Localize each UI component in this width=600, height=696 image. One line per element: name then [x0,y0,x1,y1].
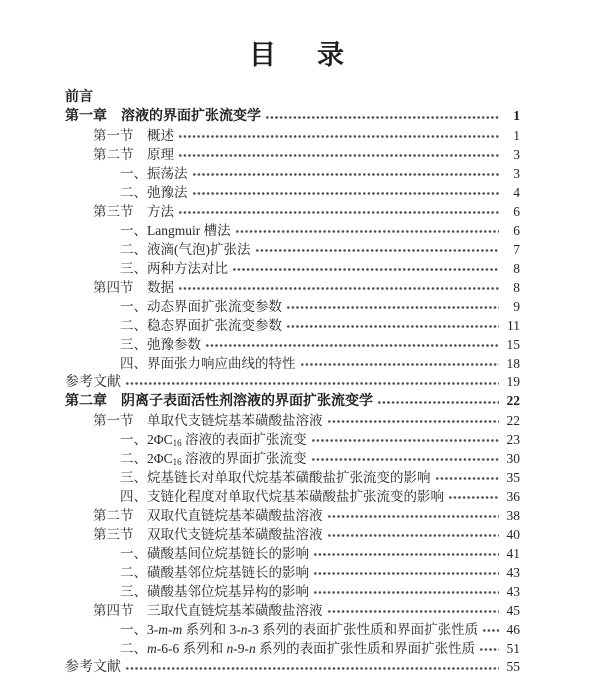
toc-entry [65,257,520,276]
dot-leader [178,130,499,143]
toc-entry [65,124,520,143]
toc-page-number: 41 [506,546,520,561]
dot-leader [192,168,500,181]
toc-entry-label: 参考文献 [65,660,121,675]
toc-entry [65,618,520,637]
dot-leader [327,415,500,428]
toc-entry-label: 一、磺酸基间位烷基链长的影响 [120,546,309,561]
toc-entry-label: 三、烷基链长对单取代烷基苯磺酸盐扩张流变的影响 [120,470,431,485]
toc-entry-label: 第二章 阴离子表面活性剂溶液的界面扩张流变学 [65,394,373,409]
toc-entry [65,504,520,523]
toc-entry-label: 第二节 原理 [93,147,174,162]
dot-leader [448,491,499,504]
toc-page-number: 43 [506,565,520,580]
dot-leader [232,263,499,276]
toc-entry [65,485,520,504]
dot-leader [300,358,500,371]
toc-entry [65,561,520,580]
toc-entry [65,276,520,295]
toc-entry [65,105,520,124]
toc-entry-label: 第一章 溶液的界面扩张流变学 [65,109,261,124]
toc-page-number: 30 [506,451,520,466]
toc-page-number: 6 [513,223,520,238]
toc-entry-label: 二、磺酸基邻位烷基链长的影响 [120,565,309,580]
toc-entry-label: 三、弛豫参数 [120,337,201,352]
toc-entry [65,219,520,238]
toc-page-number: 43 [506,584,520,599]
toc-page-number: 8 [513,261,520,276]
toc-page-number: 18 [506,356,520,371]
dot-leader [178,206,499,219]
toc-page-number: 45 [506,603,520,618]
toc-entry-label: 二、液滴(气泡)扩张法 [120,242,251,257]
toc-entry [65,599,520,618]
toc-page-number: 22 [506,413,520,428]
dot-leader [377,396,499,409]
toc-entry-label: 一、振荡法 [120,166,188,181]
toc-entry-label: 一、$2\Phi C_{16}$ 溶液的表面扩张流变 [120,432,307,448]
toc-page-number: 6 [513,204,520,219]
toc-entry [65,428,520,447]
dot-leader [286,301,499,314]
dot-leader [327,605,500,618]
dot-leader [178,282,499,295]
toc-entry [65,181,520,200]
toc-entry [65,143,520,162]
dot-leader [125,377,499,390]
toc-entry [65,162,520,181]
toc-entry-label: 二、稳态界面扩张流变参数 [120,318,282,333]
toc-entry-label: 第二节 双取代直链烷基苯磺酸盐溶液 [93,508,323,523]
toc-entry [65,580,520,599]
dot-leader [313,567,499,580]
toc-page-number: 35 [506,470,520,485]
toc-entry-label: 一、3-m-m 系列和 3-n-3 系列的表面扩张性质和界面扩张性质 [120,622,479,637]
toc-page-number: 4 [513,185,520,200]
toc-entry [65,200,520,219]
dot-leader [235,225,499,238]
toc-entry [65,542,520,561]
toc-page-number: 3 [513,166,520,181]
toc-entry [65,333,520,352]
dot-leader [311,434,500,447]
toc-page-number: 1 [513,128,520,143]
toc-entry-label: 三、磺酸基邻位烷基异构的影响 [120,584,309,599]
toc-page-number: 51 [506,641,520,656]
dot-leader [265,111,499,124]
toc-entry-label: 前言 [65,90,93,105]
page-title: 目 录 [249,40,351,70]
toc-page-number: 46 [506,622,520,637]
toc-entry-label: 第三节 双取代支链烷基苯磺酸盐溶液 [93,527,323,542]
toc-list [65,86,520,675]
toc-entry-label: 四、界面张力响应曲线的特性 [120,356,296,371]
dot-leader [125,662,499,675]
toc-page-number: 36 [506,489,520,504]
toc-entry [65,238,520,257]
dot-leader [178,149,499,162]
dot-leader [479,643,499,656]
toc-page-number: 9 [513,299,520,314]
toc-entry [65,390,520,409]
dot-leader [286,320,499,333]
dot-leader [313,586,499,599]
toc-page-number: 22 [506,393,520,408]
toc-entry-label: 一、动态界面扩张流变参数 [120,299,282,314]
dot-leader [311,453,500,466]
dot-leader [327,510,500,523]
toc-entry [65,314,520,333]
toc-entry-label: 二、弛豫法 [120,185,188,200]
dot-leader [255,244,500,257]
toc-entry-label: 二、m-6-6 系列和 n-9-n 系列的表面扩张性质和界面扩张性质 [120,641,476,656]
toc-entry-label: 四、支链化程度对单取代烷基苯磺酸盐扩张流变的影响 [120,489,444,504]
toc-page-number: 8 [513,280,520,295]
toc-page-number: 38 [506,508,520,523]
toc-entry [65,409,520,428]
toc-entry [65,523,520,542]
toc-entry [65,637,520,656]
toc-entry [65,371,520,390]
toc-page-number: 3 [513,147,520,162]
dot-leader [313,548,499,561]
toc-entry [65,466,520,485]
toc-entry [65,656,520,675]
toc-entry-label: 二、$2\Phi C_{16}$ 溶液的界面扩张流变 [120,451,307,467]
dot-leader [205,339,499,352]
toc-page-number: 1 [513,108,520,123]
toc-entry-label: 参考文献 [65,375,121,390]
toc-entry-label: 第一节 概述 [93,128,174,143]
dot-leader [482,624,499,637]
toc-entry [65,86,520,105]
toc-page-number: 23 [506,432,520,447]
toc-page-number: 11 [507,318,520,333]
dot-leader [435,472,500,485]
toc-entry-label: 一、Langmuir 槽法 [120,223,231,238]
toc-entry [65,447,520,466]
toc-page-number: 19 [506,374,520,389]
toc-entry-label: 第四节 三取代直链烷基苯磺酸盐溶液 [93,603,323,618]
toc-page-number: 7 [513,242,520,257]
toc-entry [65,295,520,314]
toc-entry [65,352,520,371]
dot-leader [327,529,500,542]
toc-entry-label: 三、两种方法对比 [120,261,228,276]
toc-page-number: 40 [506,527,520,542]
toc-entry-label: 第三节 方法 [93,204,174,219]
toc-page-number: 55 [506,659,520,674]
toc-page-number: 15 [506,337,520,352]
toc-entry-label: 第一节 单取代支链烷基苯磺酸盐溶液 [93,413,323,428]
toc-entry-label: 第四节 数据 [93,280,174,295]
dot-leader [192,187,500,200]
